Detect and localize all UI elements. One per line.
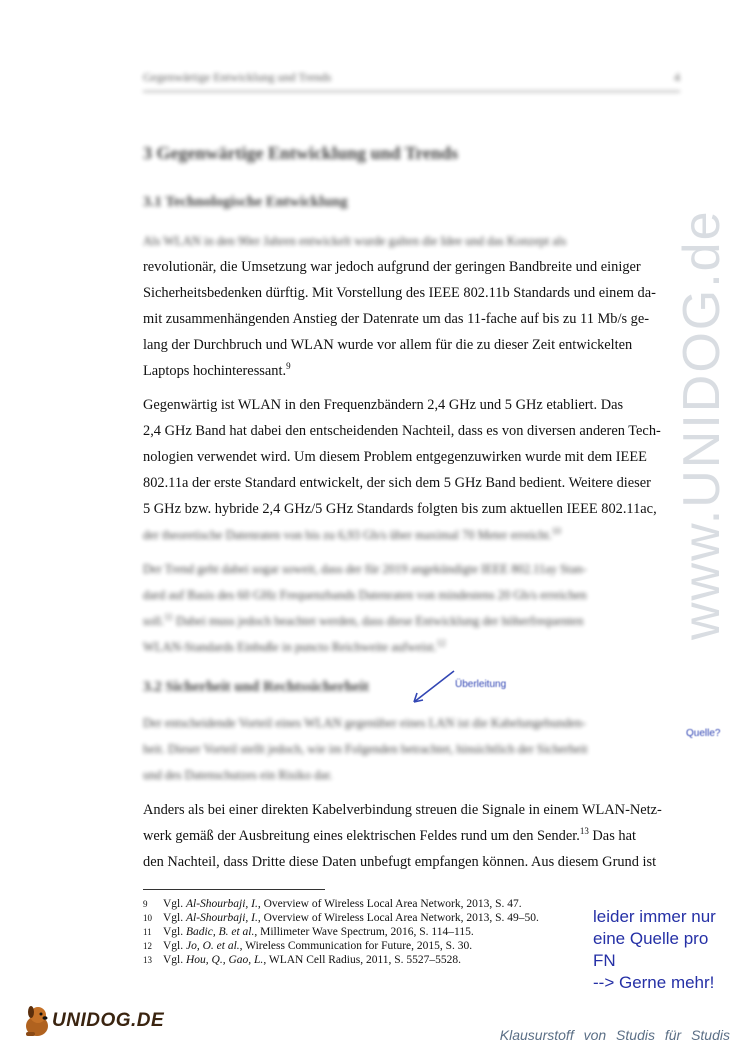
text-line: Der Trend geht dabei sogar soweit, dass der für 2019 angekündigte IEEE 802.11ay Stan- xyxy=(143,562,587,576)
footnote-ref: 9 xyxy=(286,361,291,372)
text-line: mit zusammenhängenden Anstieg der Datenrate um das 11-fache auf bis zu 11 Mb/s ge- xyxy=(143,311,650,327)
text-line xyxy=(143,522,679,548)
text-run: soll. xyxy=(143,614,165,628)
chapter-title: 3 Gegenwärtige Entwicklung und Trends xyxy=(143,143,459,163)
footnote-prefix: Vgl. xyxy=(163,912,184,924)
text-line: dard auf Basis des 60 GHz Frequenzbands Datenraten von mindestens 20 Gb/s erreichen xyxy=(143,588,587,602)
text-line: Anders als bei einer direkten Kabelverbindung streuen die Signale in einem WLAN-Netz- xyxy=(143,802,662,818)
annotation-ueberleitung: Überleitung xyxy=(455,679,507,690)
paragraph-2 xyxy=(143,392,679,548)
comment-line: --> Gerne mehr! xyxy=(593,973,715,992)
paragraph-1 xyxy=(143,228,679,384)
logo-text: UNIDOG.DE xyxy=(52,1010,165,1031)
comment-line: leider immer nur xyxy=(593,907,716,926)
footnote-number: 11 xyxy=(143,927,152,937)
text-run: WLAN-Standards Einbuße in puncto Reichweite aufweist. xyxy=(143,640,437,654)
footnote-ref: 11 xyxy=(164,611,173,622)
text-line: und des Datenschutzes ein Risiko dar. xyxy=(143,768,333,782)
text-line xyxy=(143,358,679,384)
running-head xyxy=(143,70,680,92)
text-run: Dabei muss jedoch beachtet werden, dass diese Entwicklung der höherfrequenten xyxy=(172,614,584,628)
footnote-author: Al-Shourbaji, I. xyxy=(186,898,258,910)
footnote-ref: 12 xyxy=(436,637,446,648)
reviewer-comment xyxy=(593,906,716,994)
footnote xyxy=(143,925,583,939)
text-line: Der entscheidende Vorteil eines WLAN gegenüber eines LAN ist die Kabelungebunden- xyxy=(143,716,586,730)
footnote-prefix: Vgl. xyxy=(163,954,184,966)
footnote-number: 13 xyxy=(143,955,152,965)
footnote xyxy=(143,939,583,953)
footnote-prefix: Vgl. xyxy=(163,926,184,938)
footnote-text: , Wireless Communication for Future, 2015, S. 30. xyxy=(239,940,473,952)
paragraph-4 xyxy=(143,710,679,788)
footnote xyxy=(143,897,583,911)
text-line: revolutionär, die Umsetzung war jedoch aufgrund der geringen Bandbreite und einiger xyxy=(143,259,641,275)
footnote-author: Jo, O. et al. xyxy=(186,940,240,952)
footnote-number: 12 xyxy=(143,941,152,951)
text-line xyxy=(143,634,679,660)
footnote-prefix: Vgl. xyxy=(163,940,184,952)
footer-tagline: Klausurstoff von Studis für Studis xyxy=(499,1027,730,1043)
section-title-3-2: 3.2 Sicherheit und Rechtssicherheit xyxy=(143,679,369,695)
footnote-number: 9 xyxy=(143,899,148,909)
footnote xyxy=(143,953,583,967)
paragraph-5 xyxy=(143,797,679,875)
text-line xyxy=(143,608,679,634)
text-line: Gegenwärtig ist WLAN in den Frequenzbändern 2,4 GHz und 5 GHz etabliert. Das xyxy=(143,397,624,413)
text-run: Das hat xyxy=(588,828,636,844)
footnote xyxy=(143,911,583,925)
section-title-3-1: 3.1 Technologische Entwicklung xyxy=(143,194,348,210)
footnote-divider xyxy=(143,889,325,890)
text-run: werk gemäß der Ausbreitung eines elektrischen Feldes rund um den Sender. xyxy=(143,828,580,844)
footnote-text: , Overview of Wireless Local Area Network, 2013, S. 47. xyxy=(257,898,522,910)
footnotes xyxy=(143,897,583,967)
paragraph-3 xyxy=(143,556,679,660)
footnote-author: Hou, Q., Gao, L. xyxy=(186,954,264,966)
text-line: Sicherheitsbedenken dürftig. Mit Vorstellung des IEEE 802.11b Standards und einem da- xyxy=(143,285,656,301)
footnote-text: , WLAN Cell Radius, 2011, S. 5527–5528. xyxy=(263,954,462,966)
text-run: der theoretische Datenraten von bis zu 6,93 Gb/s über maximal 70 Meter erreicht. xyxy=(143,528,552,542)
footnote-author: Al-Shourbaji, I. xyxy=(186,912,258,924)
footnote-text: , Millimeter Wave Spectrum, 2016, S. 114–115. xyxy=(254,926,474,938)
running-head-title: Gegenwärtige Entwicklung und Trends xyxy=(143,70,332,84)
annotation-arrow-icon xyxy=(408,668,458,708)
footnote-text: , Overview of Wireless Local Area Network, 2013, S. 49–50. xyxy=(257,912,539,924)
annotation-quelle: Quelle? xyxy=(686,728,721,739)
page-number: 4 xyxy=(674,70,680,84)
text-line: Als WLAN in den 90er Jahren entwickelt wurde galten die Idee und das Konzept als xyxy=(143,234,567,248)
text-line: den Nachteil, dass Dritte diese Daten unbefugt empfangen können. Aus diesem Grund ist xyxy=(143,854,657,870)
footnote-prefix: Vgl. xyxy=(163,898,184,910)
text-line: heit. Dieser Vorteil stellt jedoch, wie im Folgenden betrachtet, hinsichtlich der Sicherheit xyxy=(143,742,588,756)
comment-line: FN xyxy=(593,951,616,970)
footnote-ref: 10 xyxy=(551,525,561,536)
footnote-ref: 13 xyxy=(579,826,589,837)
watermark: www.UNIDOG.de xyxy=(673,209,731,640)
text-line: nologien verwendet wird. Um diesem Problem entgegenzuwirken wurde mit dem IEEE xyxy=(143,449,647,465)
text-run: Laptops hochinteressant. xyxy=(143,363,287,379)
text-line: 2,4 GHz Band hat dabei den entscheidenden Nachteil, dass es von diversen anderen Tech- xyxy=(143,423,661,439)
text-line: lang der Durchbruch und WLAN wurde vor allem für die zu dieser Zeit entwickelten xyxy=(143,337,633,353)
text-line: 802.11a der erste Standard entwickelt, der sich dem 5 GHz Band bedient. Weitere dieser xyxy=(143,475,651,491)
comment-line: eine Quelle pro xyxy=(593,929,709,948)
unidog-logo[interactable] xyxy=(22,1004,164,1038)
footnote-author: Badic, B. et al. xyxy=(186,926,255,938)
text-line: 5 GHz bzw. hybride 2,4 GHz/5 GHz Standards folgten bis zum aktuellen IEEE 802.11ac, xyxy=(143,501,657,517)
footnote-number: 10 xyxy=(143,913,152,923)
dog-mascot-icon xyxy=(22,1004,52,1038)
text-line xyxy=(143,823,679,849)
